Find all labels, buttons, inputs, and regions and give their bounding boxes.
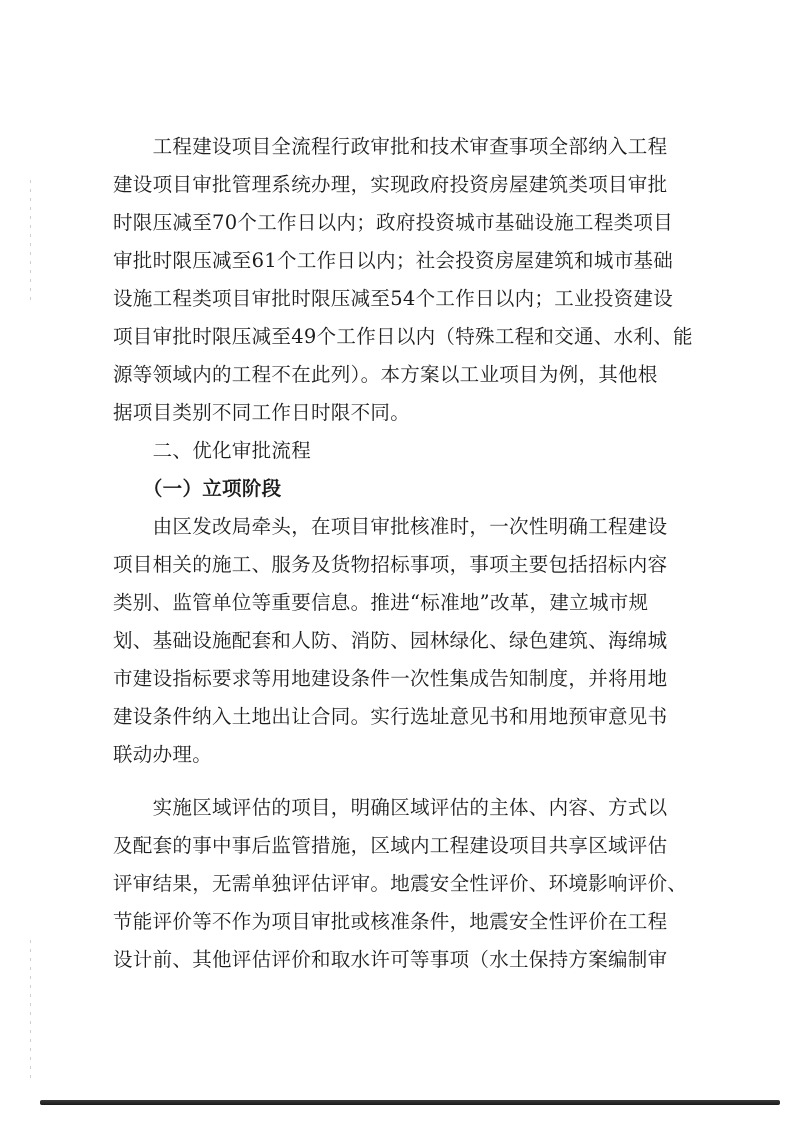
paragraph-1-line: 项目审批时限压减至49个工作日以内（特殊工程和交通、水利、能 bbox=[113, 325, 693, 348]
scan-edge-mark bbox=[30, 940, 31, 1080]
paragraph-2-line: 由区发改局牵头，在项目审批核准时，一次性明确工程建设 bbox=[113, 515, 668, 538]
paragraph-3-line: 节能评价等不作为项目审批或核准条件，地震安全性评价在工程 bbox=[113, 910, 668, 933]
paragraph-1-line: 源等领域内的工程不在此列）。本方案以工业项目为例，其他根 bbox=[113, 363, 658, 386]
paragraph-3-line: 实施区域评估的项目，明确区域评估的主体、内容、方式以 bbox=[113, 796, 668, 819]
paragraph-1-line: 建设项目审批管理系统办理，实现政府投资房屋建筑类项目审批 bbox=[113, 173, 668, 196]
paragraph-1-line: 工程建设项目全流程行政审批和技术审查事项全部纳入工程 bbox=[113, 135, 668, 158]
paragraph-1-line: 设施工程类项目审批时限压减至54个工作日以内；工业投资建设 bbox=[113, 287, 674, 310]
paragraph-2-line: 划、基础设施配套和人防、消防、园林绿化、绿色建筑、海绵城 bbox=[113, 629, 668, 652]
section-heading: 二、优化审批流程 bbox=[113, 439, 312, 462]
subsection-heading: （一）立项阶段 bbox=[113, 477, 282, 500]
scan-edge-mark bbox=[30, 180, 31, 300]
paragraph-1-line: 据项目类别不同工作日时限不同。 bbox=[113, 401, 411, 424]
paragraph-2-line: 项目相关的施工、服务及货物招标事项，事项主要包括招标内容 bbox=[113, 553, 668, 576]
paragraph-2-line: 建设条件纳入土地出让合同。实行选址意见书和用地预审意见书 bbox=[113, 705, 668, 728]
paragraph-2-line: 市建设指标要求等用地建设条件一次性集成告知制度，并将用地 bbox=[113, 667, 668, 690]
paragraph-3-line: 及配套的事中事后监管措施，区域内工程建设项目共享区域评估 bbox=[113, 834, 668, 857]
paragraph-3-line: 评审结果，无需单独评估评审。地震安全性评价、环境影响评价、 bbox=[113, 872, 688, 895]
scan-bottom-border bbox=[40, 1100, 780, 1105]
paragraph-2-line: 类别、监管单位等重要信息。推进“标准地”改革，建立城市规 bbox=[113, 591, 649, 614]
paragraph-3-line: 设计前、其他评估评价和取水许可等事项（水土保持方案编制审 bbox=[113, 948, 668, 971]
paragraph-1-line: 审批时限压减至61个工作日以内；社会投资房屋建筑和城市基础 bbox=[113, 249, 674, 272]
paragraph-1-line: 时限压减至70个工作日以内；政府投资城市基础设施工程类项目 bbox=[113, 211, 674, 234]
paragraph-2-line: 联动办理。 bbox=[113, 743, 213, 766]
